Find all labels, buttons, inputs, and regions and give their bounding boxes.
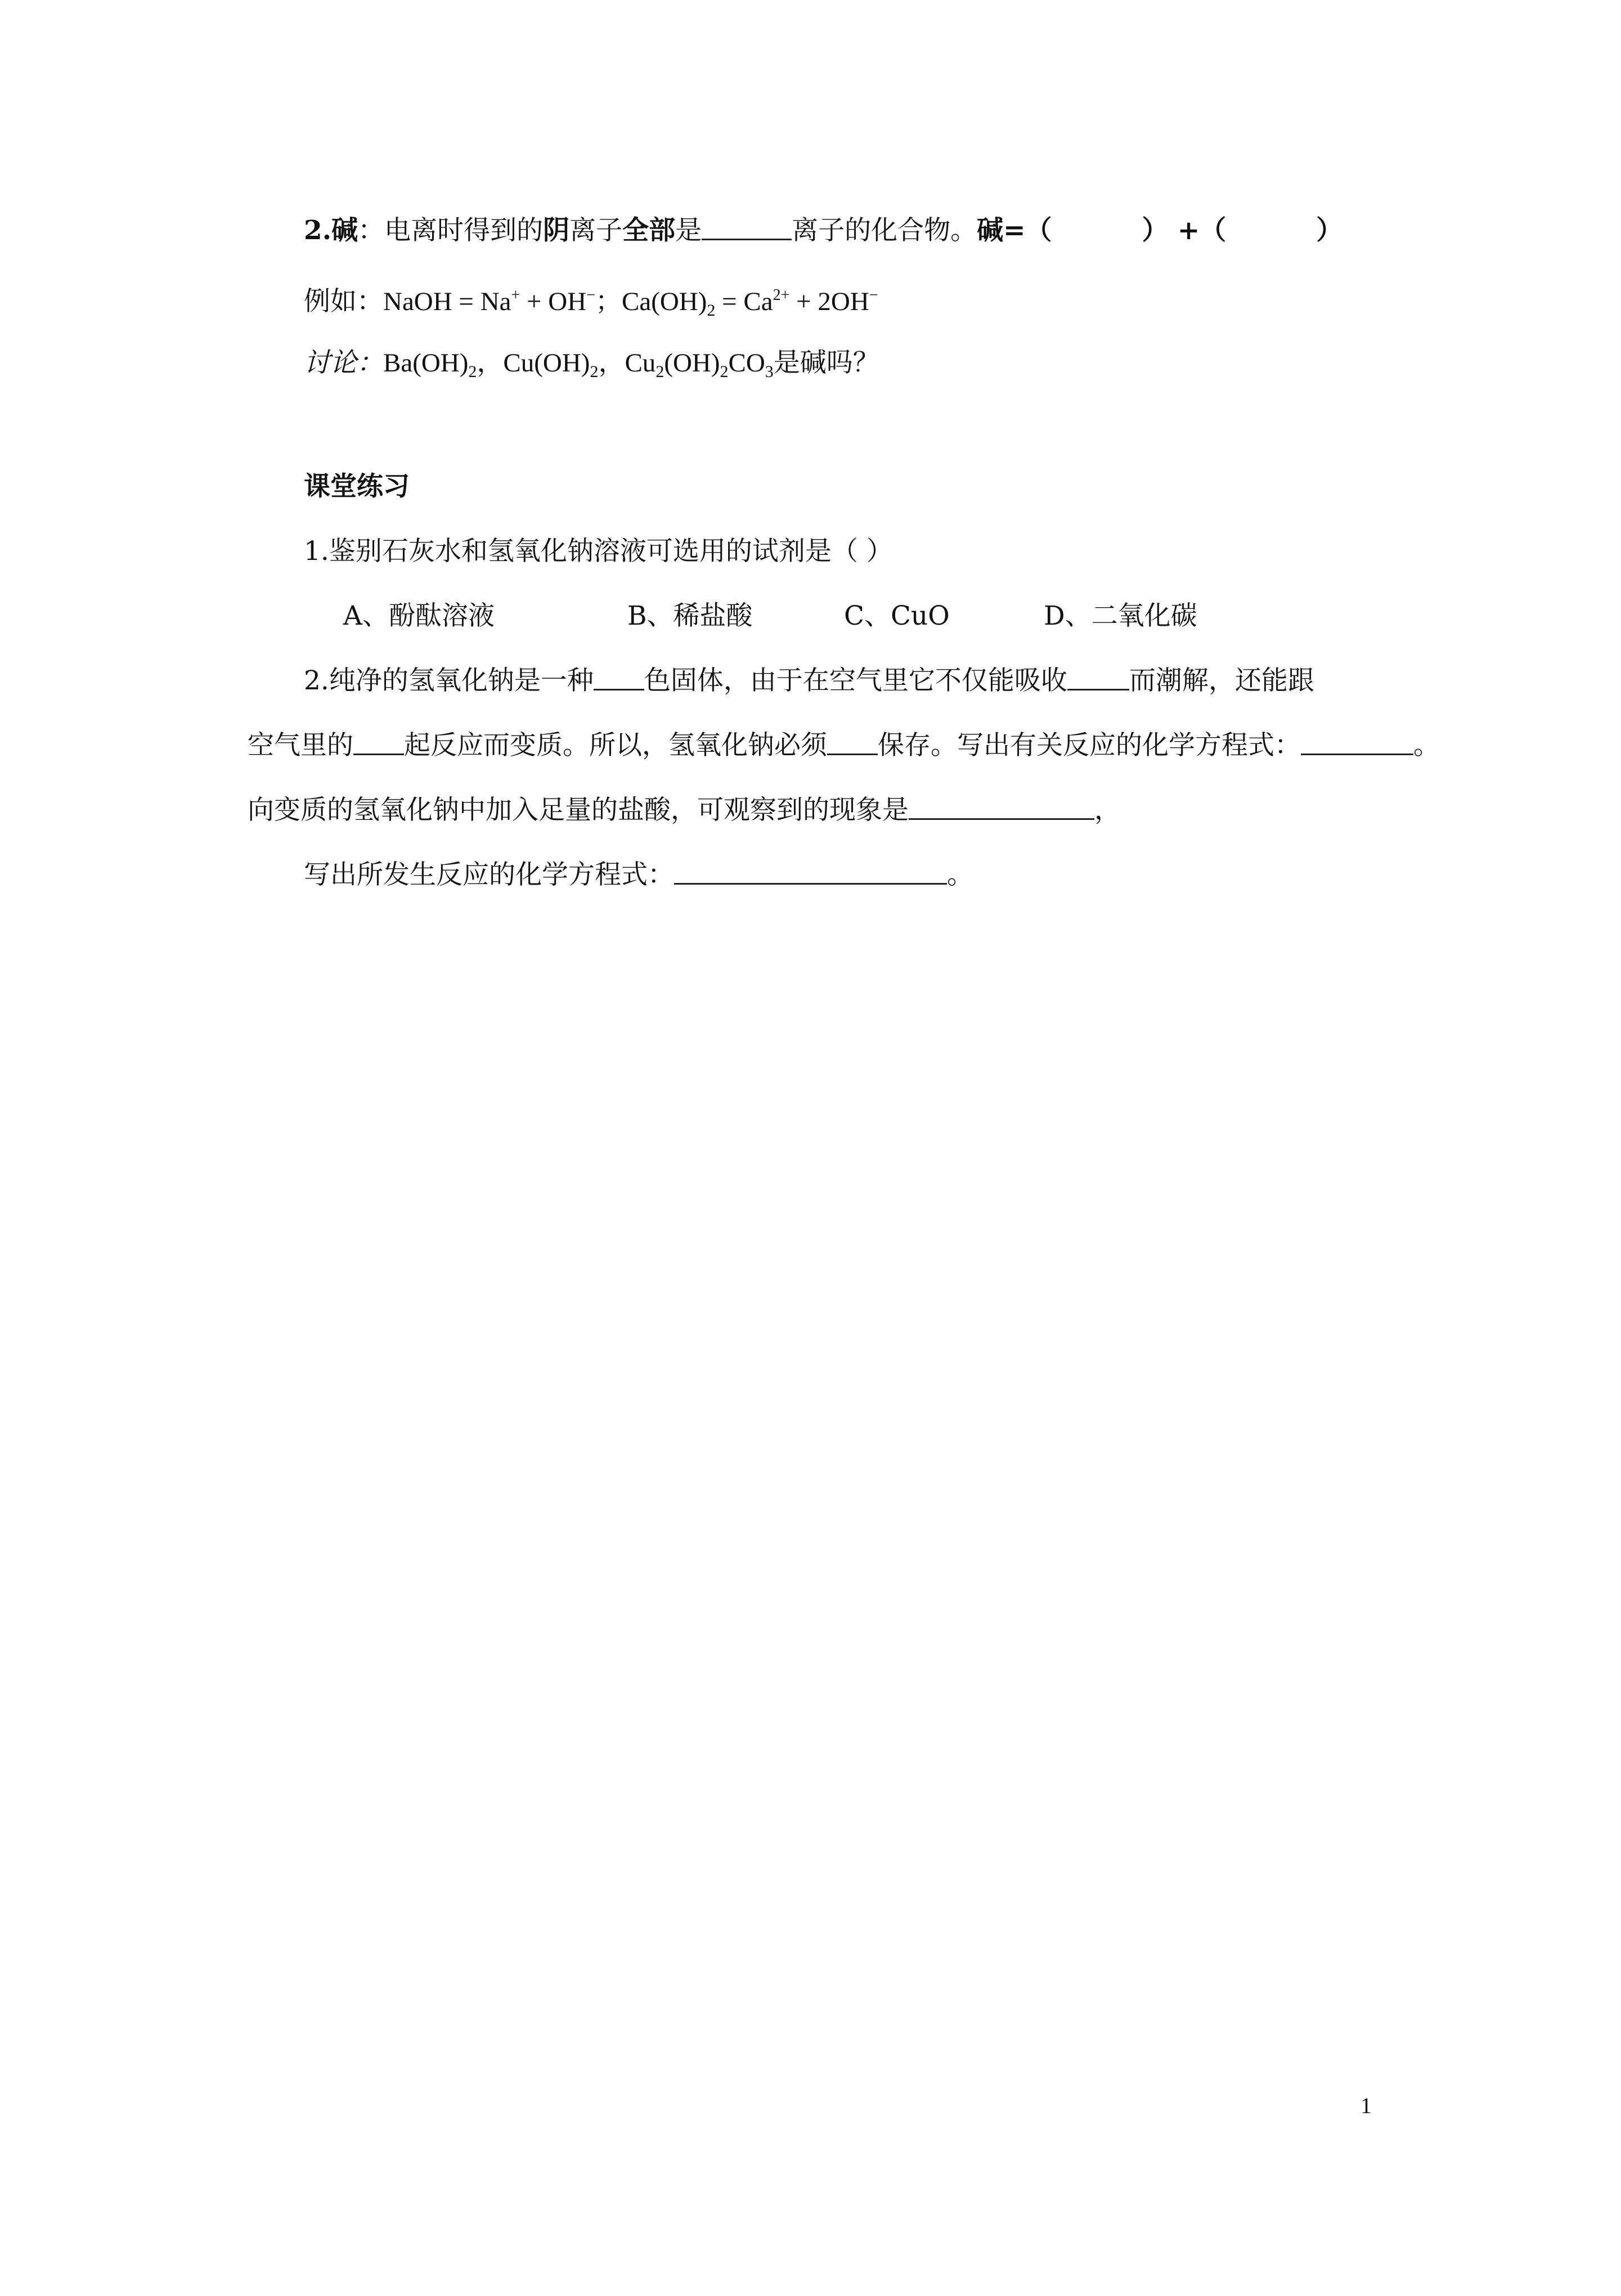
question-2-line-4	[304, 858, 973, 892]
colon: ：	[358, 215, 385, 246]
superscript: +	[511, 286, 520, 304]
question-2-line-2	[248, 729, 1440, 763]
absorb-blank[interactable]	[1067, 664, 1129, 690]
section-number: 2.	[304, 215, 332, 246]
option-d[interactable]: D、二氧化碳	[1044, 600, 1197, 631]
formula-text: ，Cu(OH)	[477, 348, 590, 378]
formula-text: CO	[728, 348, 765, 378]
subscript: 3	[765, 362, 774, 381]
superscript: −	[869, 286, 878, 304]
anion-emphasis: 阴	[543, 215, 570, 246]
example-text: + 2OH	[789, 287, 869, 316]
example-text: = Ca	[715, 287, 773, 316]
ion-blank[interactable]	[702, 214, 792, 240]
option-b[interactable]: B、稀盐酸	[627, 600, 753, 631]
question-2-line-3	[248, 793, 1121, 827]
equation-blank-2[interactable]	[674, 858, 947, 885]
all-emphasis: 全部	[622, 215, 676, 246]
question-2-text: 向变质的氢氧化钠中加入足量的盐酸，可观察到的现象是	[248, 795, 909, 826]
example-text: + OH	[520, 287, 587, 316]
formula-text: (OH)	[664, 348, 720, 378]
storage-blank[interactable]	[827, 729, 878, 755]
example-prefix: 例如：NaOH = Na	[304, 287, 511, 316]
definition-part-3: 是	[675, 215, 702, 246]
question-1-options	[343, 599, 1197, 633]
example-text: ；Ca(OH)	[595, 287, 707, 316]
question-2-text: 色固体，由于在空气里它不仅能吸收	[644, 665, 1067, 696]
phenomenon-blank[interactable]	[909, 793, 1094, 820]
base-term: 碱	[331, 215, 358, 246]
option-c[interactable]: C、CuO	[844, 600, 950, 631]
page-number: 1	[1360, 2093, 1372, 2118]
question-2-text: ，	[1094, 795, 1121, 826]
subscript: 2	[707, 301, 716, 320]
base-formula-mid: ） +（	[1142, 215, 1227, 246]
option-a[interactable]: A、酚酞溶液	[343, 600, 495, 631]
base-formula-end: ）	[1316, 215, 1343, 246]
base-formula-label: 碱=（	[977, 215, 1052, 246]
base-definition	[304, 214, 1342, 248]
question-1: 1.鉴别石灰水和氢氧化钠溶液可选用的试剂是（ ）	[304, 536, 893, 567]
formula-text: ，Cu	[598, 348, 656, 378]
formula-text: 是碱吗？	[773, 348, 879, 378]
formula-text: Ba(OH)	[383, 348, 469, 378]
question-2-text: 空气里的	[248, 730, 353, 761]
subscript: 2	[655, 362, 664, 381]
ionization-example	[304, 279, 878, 328]
discussion-question	[304, 346, 879, 389]
question-2-text: 写出所发生反应的化学方程式：	[304, 859, 674, 890]
question-2-text: 保存。写出有关反应的化学方程式：	[878, 730, 1301, 761]
subscript: 2	[720, 362, 729, 381]
equation-blank-1[interactable]	[1301, 729, 1413, 755]
question-2-text: 而潮解，还能跟	[1129, 665, 1314, 696]
definition-part-2: 离子	[569, 215, 623, 246]
subscript: 2	[468, 362, 477, 381]
definition-part-4: 离子的化合物。	[792, 215, 977, 246]
superscript: −	[586, 286, 595, 304]
question-2-text: 。	[1413, 730, 1440, 761]
question-2-text: 2.纯净的氢氧化钠是一种	[304, 665, 594, 696]
superscript: 2+	[773, 286, 790, 304]
question-2-line-1	[304, 664, 1314, 698]
react-blank[interactable]	[353, 729, 404, 755]
subscript: 2	[590, 362, 599, 381]
question-2-text: 起反应而变质。所以，氢氧化钠必须	[404, 730, 827, 761]
exercise-heading: 课堂练习	[304, 471, 410, 502]
question-2-text: 。	[947, 859, 973, 890]
definition-part-1: 电离时得到的	[384, 215, 544, 246]
discussion-label: 讨论：	[304, 348, 383, 378]
color-blank[interactable]	[594, 664, 644, 690]
